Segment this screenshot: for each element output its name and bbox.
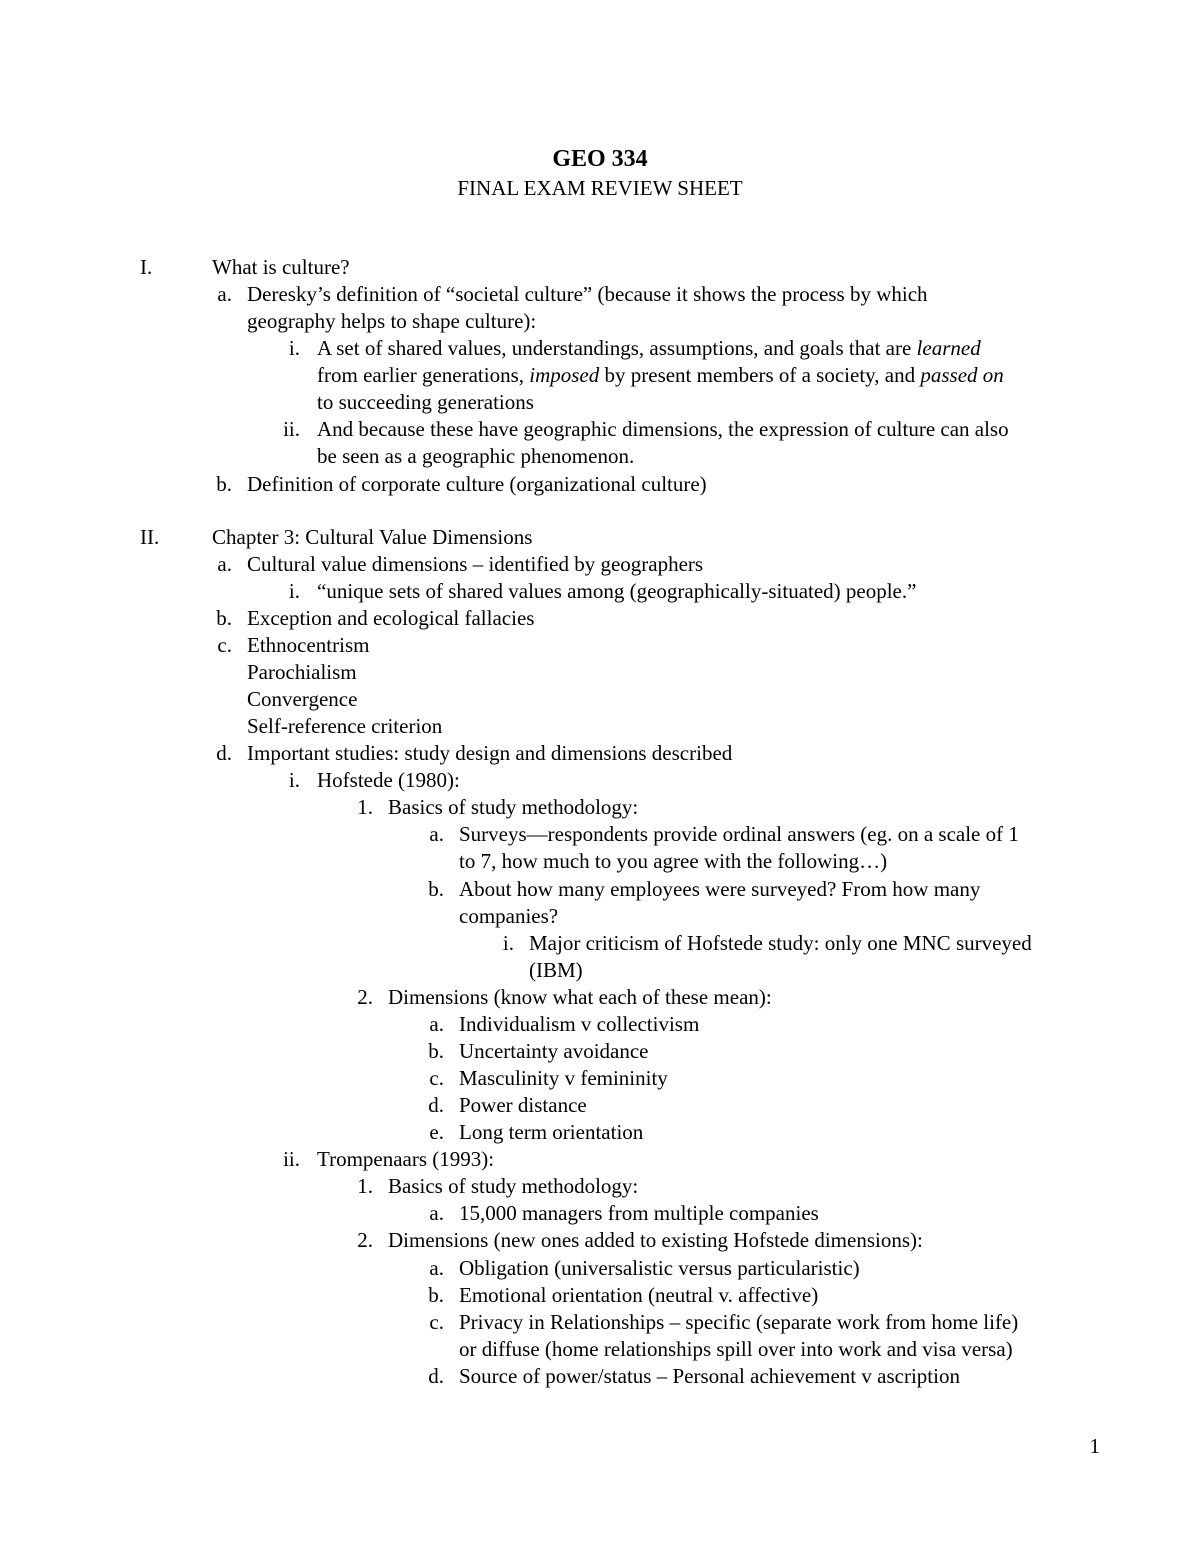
text-segment: Privacy in Relationships – specific (separate work from home life) [459, 1310, 1019, 1334]
text-segment: Definition of corporate culture (organizational culture) [247, 472, 707, 496]
outline-marker: e. [429, 1120, 444, 1144]
outline-text [247, 551, 703, 578]
outline-text [388, 1227, 923, 1254]
text-segment: What is culture? [212, 255, 350, 279]
outline-text [388, 794, 638, 821]
outline-marker: b. [428, 877, 444, 901]
text-segment: 15,000 managers from multiple companies [459, 1201, 819, 1225]
text-segment: Exception and ecological fallacies [247, 606, 535, 630]
outline-text [247, 281, 928, 308]
outline-marker: ii. [283, 417, 300, 441]
outline-marker: d. [428, 1093, 444, 1117]
outline-text [459, 1363, 960, 1390]
outline-marker: c. [429, 1066, 444, 1090]
outline-text [459, 848, 887, 875]
outline-marker: 2. [357, 985, 373, 1009]
outline-text [247, 308, 536, 335]
outline-text [317, 767, 460, 794]
outline-text [459, 903, 558, 930]
outline-text [529, 957, 583, 984]
page-title: GEO 334 [552, 146, 648, 172]
outline-text [317, 1146, 494, 1173]
outline-text [212, 524, 532, 551]
outline-marker: b. [216, 472, 232, 496]
outline-text [459, 1011, 699, 1038]
outline-text [459, 1255, 860, 1282]
text-segment: Cultural value dimensions – identified by geographers [247, 552, 704, 576]
outline-marker: i. [502, 931, 514, 955]
outline-marker: c. [217, 633, 232, 657]
outline-marker: d. [428, 1364, 444, 1388]
outline-marker: a. [217, 552, 232, 576]
outline-text [459, 1038, 649, 1065]
outline-text [317, 443, 634, 470]
outline-marker: a. [217, 282, 232, 306]
outline-text [388, 984, 772, 1011]
outline-marker: 2. [357, 1228, 373, 1252]
outline-marker: b. [216, 606, 232, 630]
text-segment: from earlier generations, [317, 363, 530, 387]
text-segment: Obligation (universalistic versus particularistic) [459, 1256, 860, 1280]
outline-marker: i. [288, 336, 300, 360]
outline-text [459, 821, 1019, 848]
text-segment: Source of power/status – Personal achievement v ascription [459, 1364, 960, 1388]
text-segment: to succeeding generations [317, 390, 534, 414]
outline-text [247, 740, 732, 767]
text-segment: Uncertainty avoidance [459, 1039, 649, 1063]
text-segment: Dimensions (know what each of these mean): [388, 985, 772, 1009]
text-segment: be seen as a geographic phenomenon. [317, 444, 635, 468]
outline-text [459, 1336, 1013, 1363]
outline-marker: 1. [357, 795, 373, 819]
text-segment: Chapter 3: Cultural Value Dimensions [212, 525, 533, 549]
emphasis-text: imposed [529, 363, 600, 387]
text-segment: (IBM) [529, 958, 583, 982]
text-segment: About how many employees were surveyed? From how many [459, 877, 981, 901]
text-segment: Convergence [247, 687, 358, 711]
text-segment: Surveys—respondents provide ordinal answers (eg. on a scale of 1 [459, 822, 1019, 846]
text-segment: Basics of study methodology: [388, 1174, 639, 1198]
outline-marker: a. [429, 822, 444, 846]
outline-marker: II. [140, 525, 160, 549]
outline-text [317, 416, 1009, 443]
text-segment: Deresky’s definition of “societal culture” (because it shows the process by which [247, 282, 928, 306]
emphasis-text: passed on [920, 363, 1004, 387]
emphasis-text: learned [916, 336, 981, 360]
text-segment: Hofstede (1980): [317, 768, 460, 792]
outline-marker: b. [428, 1283, 444, 1307]
text-segment: Individualism v collectivism [459, 1012, 700, 1036]
outline-text [459, 1282, 818, 1309]
text-segment: Dimensions (new ones added to existing Hofstede dimensions): [388, 1228, 923, 1252]
page-subtitle: FINAL EXAM REVIEW SHEET [457, 176, 743, 200]
text-segment: Major criticism of Hofstede study: only one MNC surveyed [529, 931, 1032, 955]
outline-text [247, 471, 707, 498]
outline-text [459, 1200, 819, 1227]
text-segment: Emotional orientation (neutral v. affective) [459, 1283, 819, 1307]
outline-marker: a. [429, 1201, 444, 1225]
outline-marker: ii. [283, 1147, 300, 1171]
outline-text [247, 605, 534, 632]
text-segment: Long term orientation [459, 1120, 644, 1144]
text-segment: Parochialism [247, 660, 357, 684]
outline-marker: i. [288, 768, 300, 792]
outline-marker: a. [429, 1256, 444, 1280]
outline-marker: i. [288, 579, 300, 603]
outline-text [388, 1173, 638, 1200]
text-segment: Power distance [459, 1093, 587, 1117]
outline-marker: I. [140, 255, 153, 279]
outline-marker: b. [428, 1039, 444, 1063]
outline-text [459, 1092, 587, 1119]
outline-text [247, 632, 369, 659]
outline-text [459, 1309, 1018, 1336]
outline-marker: c. [429, 1310, 444, 1334]
text-segment: Important studies: study design and dimensions described [247, 741, 733, 765]
outline-text [247, 713, 442, 740]
text-segment: by present members of a society, and [599, 363, 921, 387]
text-segment: companies? [459, 904, 559, 928]
text-segment: And because these have geographic dimensions, the expression of culture can also [317, 417, 1009, 441]
page-number: 1 [1089, 1434, 1100, 1458]
text-segment: Ethnocentrism [247, 633, 370, 657]
outline-text [317, 578, 916, 605]
outline-text [459, 876, 980, 903]
outline-text [317, 362, 1004, 389]
outline-text [247, 686, 357, 713]
text-segment: Self-reference criterion [247, 714, 443, 738]
text-segment: to 7, how much to you agree with the following…) [459, 849, 888, 873]
text-segment: Basics of study methodology: [388, 795, 639, 819]
outline-text [317, 389, 534, 416]
outline-marker: a. [429, 1012, 444, 1036]
outline-text [459, 1119, 643, 1146]
outline-text [212, 254, 350, 281]
text-segment: A set of shared values, understandings, assumptions, and goals that are [317, 336, 917, 360]
outline-text [247, 659, 357, 686]
outline-text [529, 930, 1032, 957]
outline-marker: 1. [357, 1174, 373, 1198]
outline-marker: d. [216, 741, 232, 765]
text-segment: “unique sets of shared values among (geographically-situated) people.” [317, 579, 917, 603]
text-segment: Trompenaars (1993): [317, 1147, 495, 1171]
text-segment: geography helps to shape culture): [247, 309, 537, 333]
text-segment: Masculinity v femininity [459, 1066, 668, 1090]
outline-text [317, 335, 981, 362]
outline-text [459, 1065, 668, 1092]
text-segment: or diffuse (home relationships spill over into work and visa versa) [459, 1337, 1013, 1361]
